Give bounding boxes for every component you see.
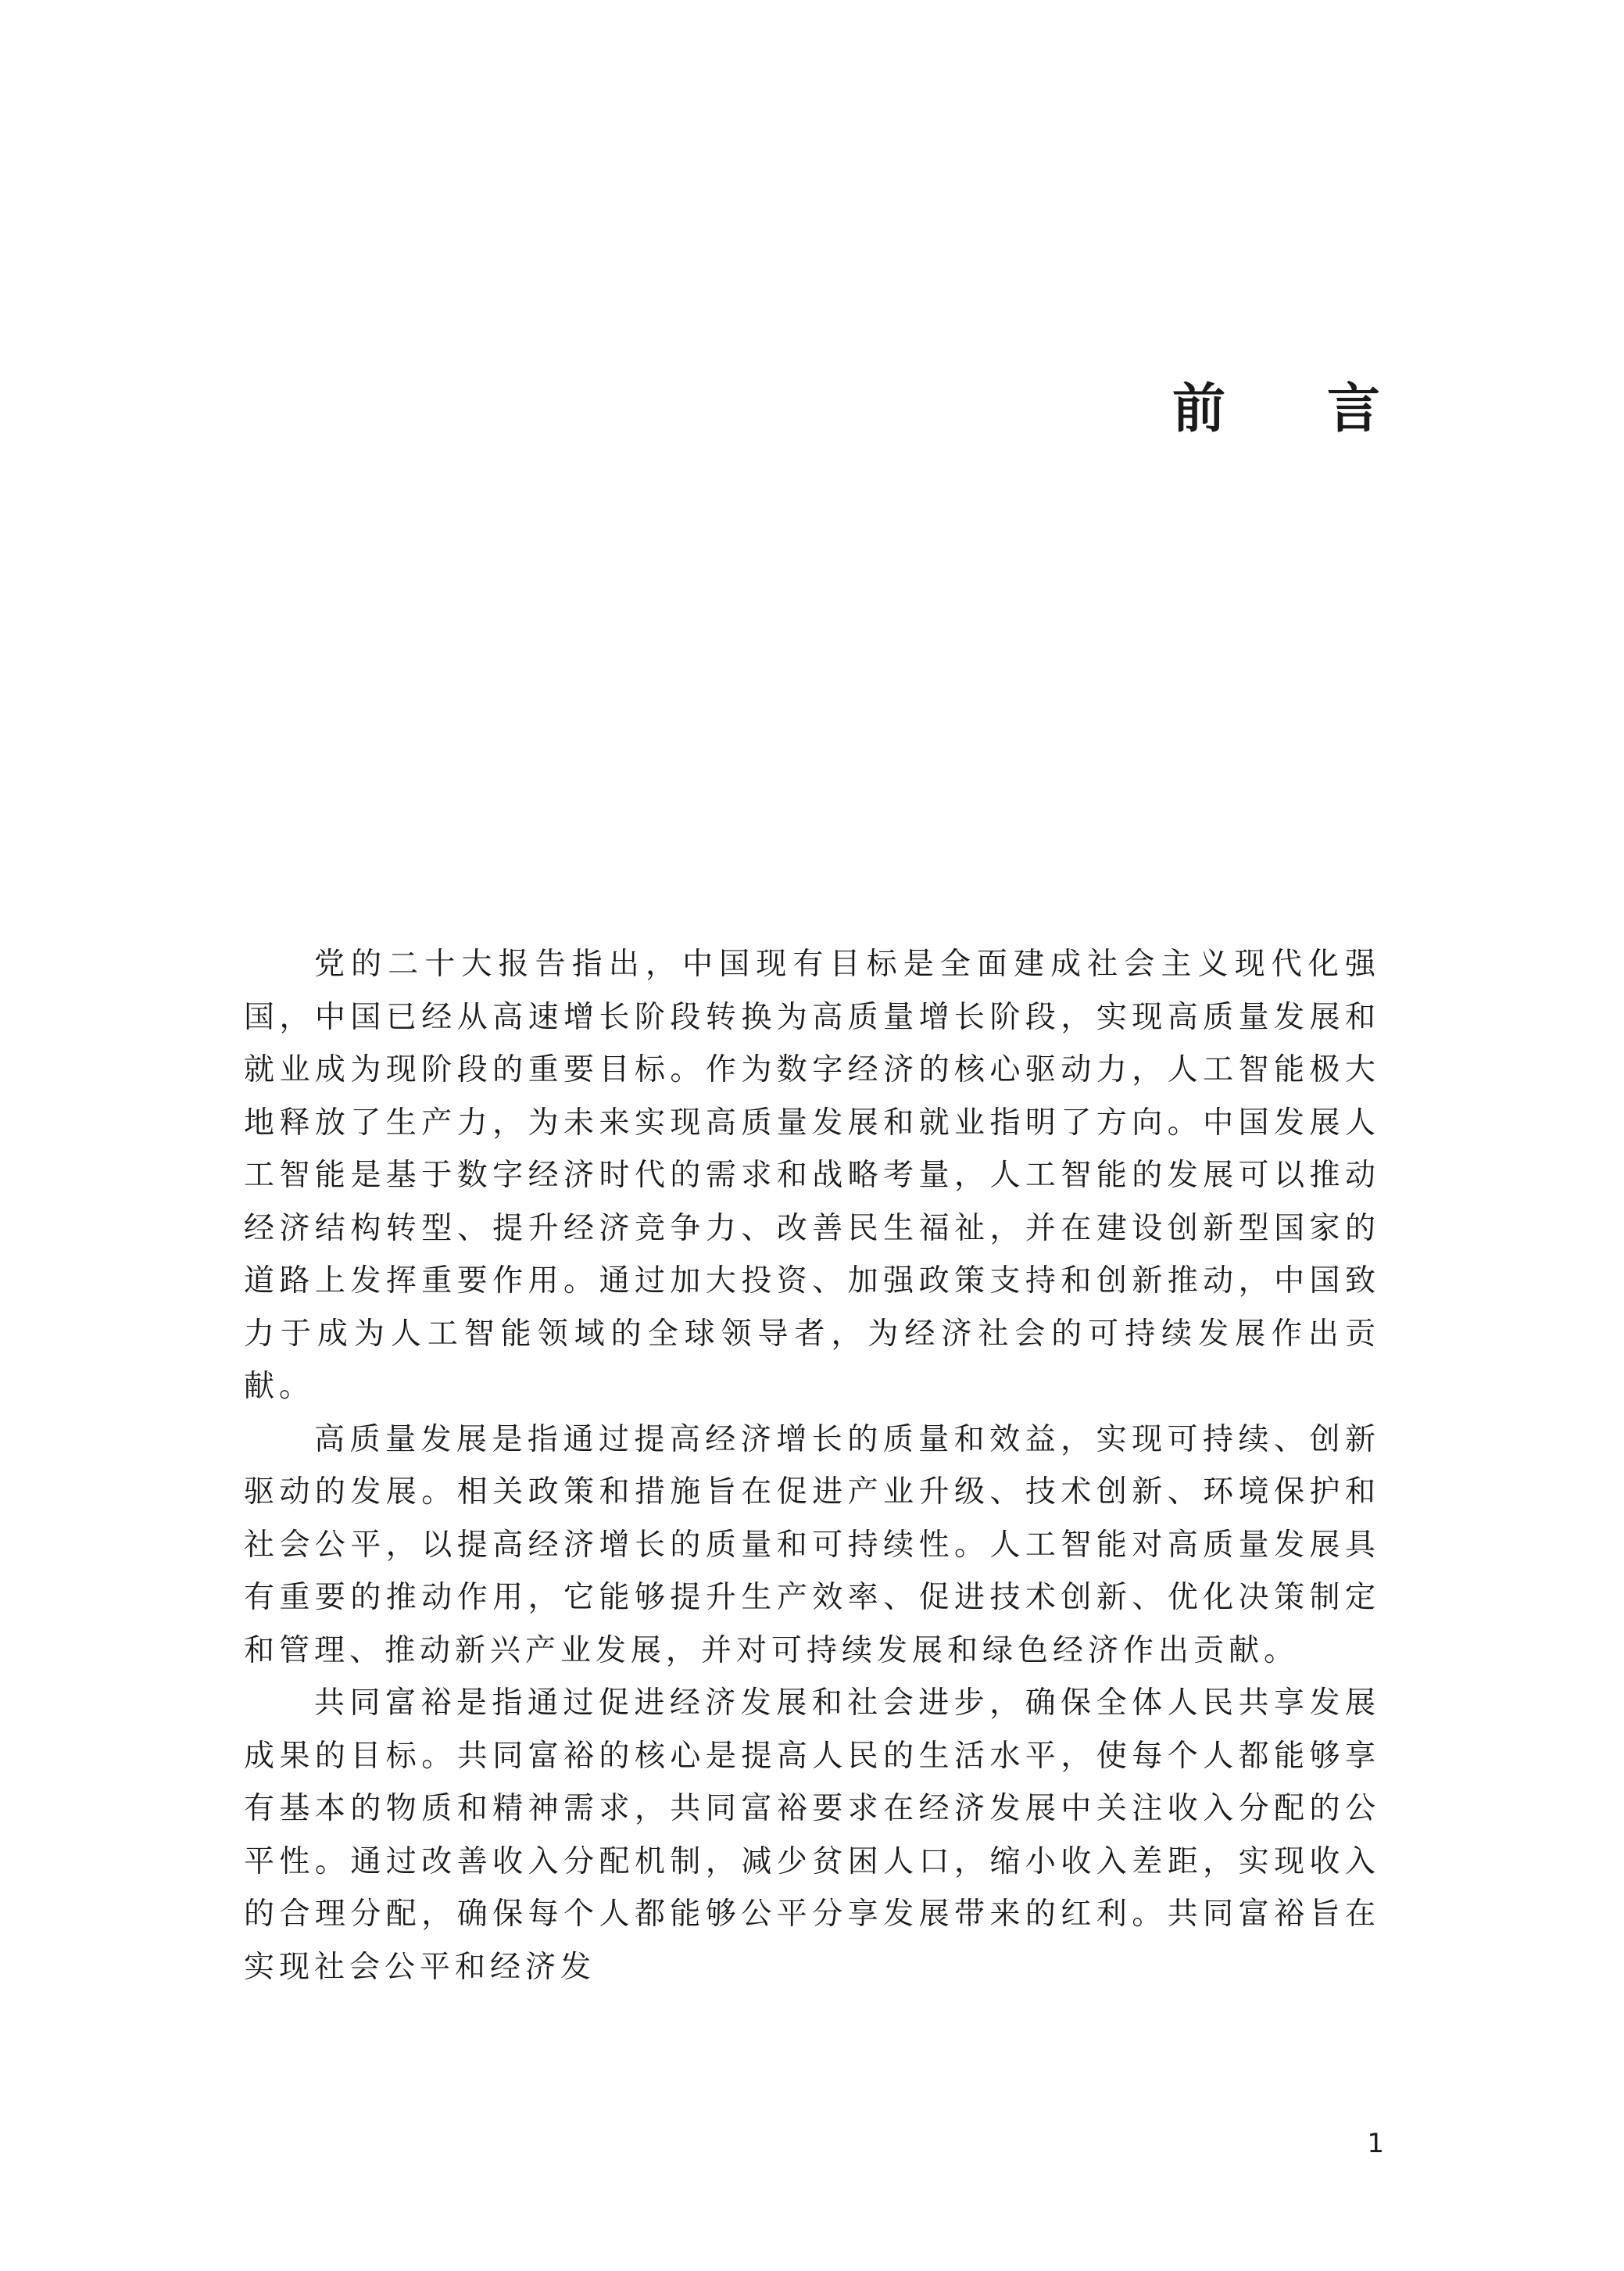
title-char-2: 言 <box>1326 378 1380 440</box>
paragraph: 共同富裕是指通过促进经济发展和社会进步，确保全体人民共享发展成果的目标。共同富裕的核心是提高人民的生活水平，使每个人都能够享有基本的物质和精神需求，共同富裕要求在经济发展中关注收入分配的公平性。通过改善收入分配机制，减少贫困人口，缩小收入差距，实现收入的合理分配，确保每个人都能够公平分享发展带来的红利。共同富裕旨在实现社会公平和经济发 <box>244 1685 1380 1985</box>
paragraph: 高质量发展是指通过提高经济增长的质量和效益，实现可持续、创新驱动的发展。相关政策和措施旨在促进产业升级、技术创新、环境保护和社会公平，以提高经济增长的质量和可持续性。人工智能对高质量发展具有重要的推动作用，它能够提升生产效率、促进技术创新、优化决策制定和管理、推动新兴产业发展，并对可持续发展和绿色经济作出贡献。 <box>244 1421 1380 1668</box>
page-title <box>1171 378 1380 440</box>
paragraph: 党的二十大报告指出，中国现有目标是全面建成社会主义现代化强国，中国已经从高速增长阶段转换为高质量增长阶段，实现高质量发展和就业成为现阶段的重要目标。作为数字经济的核心驱动力，人工智能极大地释放了生产力，为未来实现高质量发展和就业指明了方向。中国发展人工智能是基于数字经济时代的需求和战略考量，人工智能的发展可以推动经济结构转型、提升经济竞争力、改善民生福祉，并在建设创新型国家的道路上发挥重要作用。通过加大投资、加强政策支持和创新推动，中国致力于成为人工智能领域的全球领导者，为经济社会的可持续发展作出贡献。 <box>244 947 1380 1404</box>
page-number: 1 <box>1367 2128 1384 2159</box>
body-text <box>244 938 1380 1993</box>
title-char-1: 前 <box>1171 378 1225 440</box>
